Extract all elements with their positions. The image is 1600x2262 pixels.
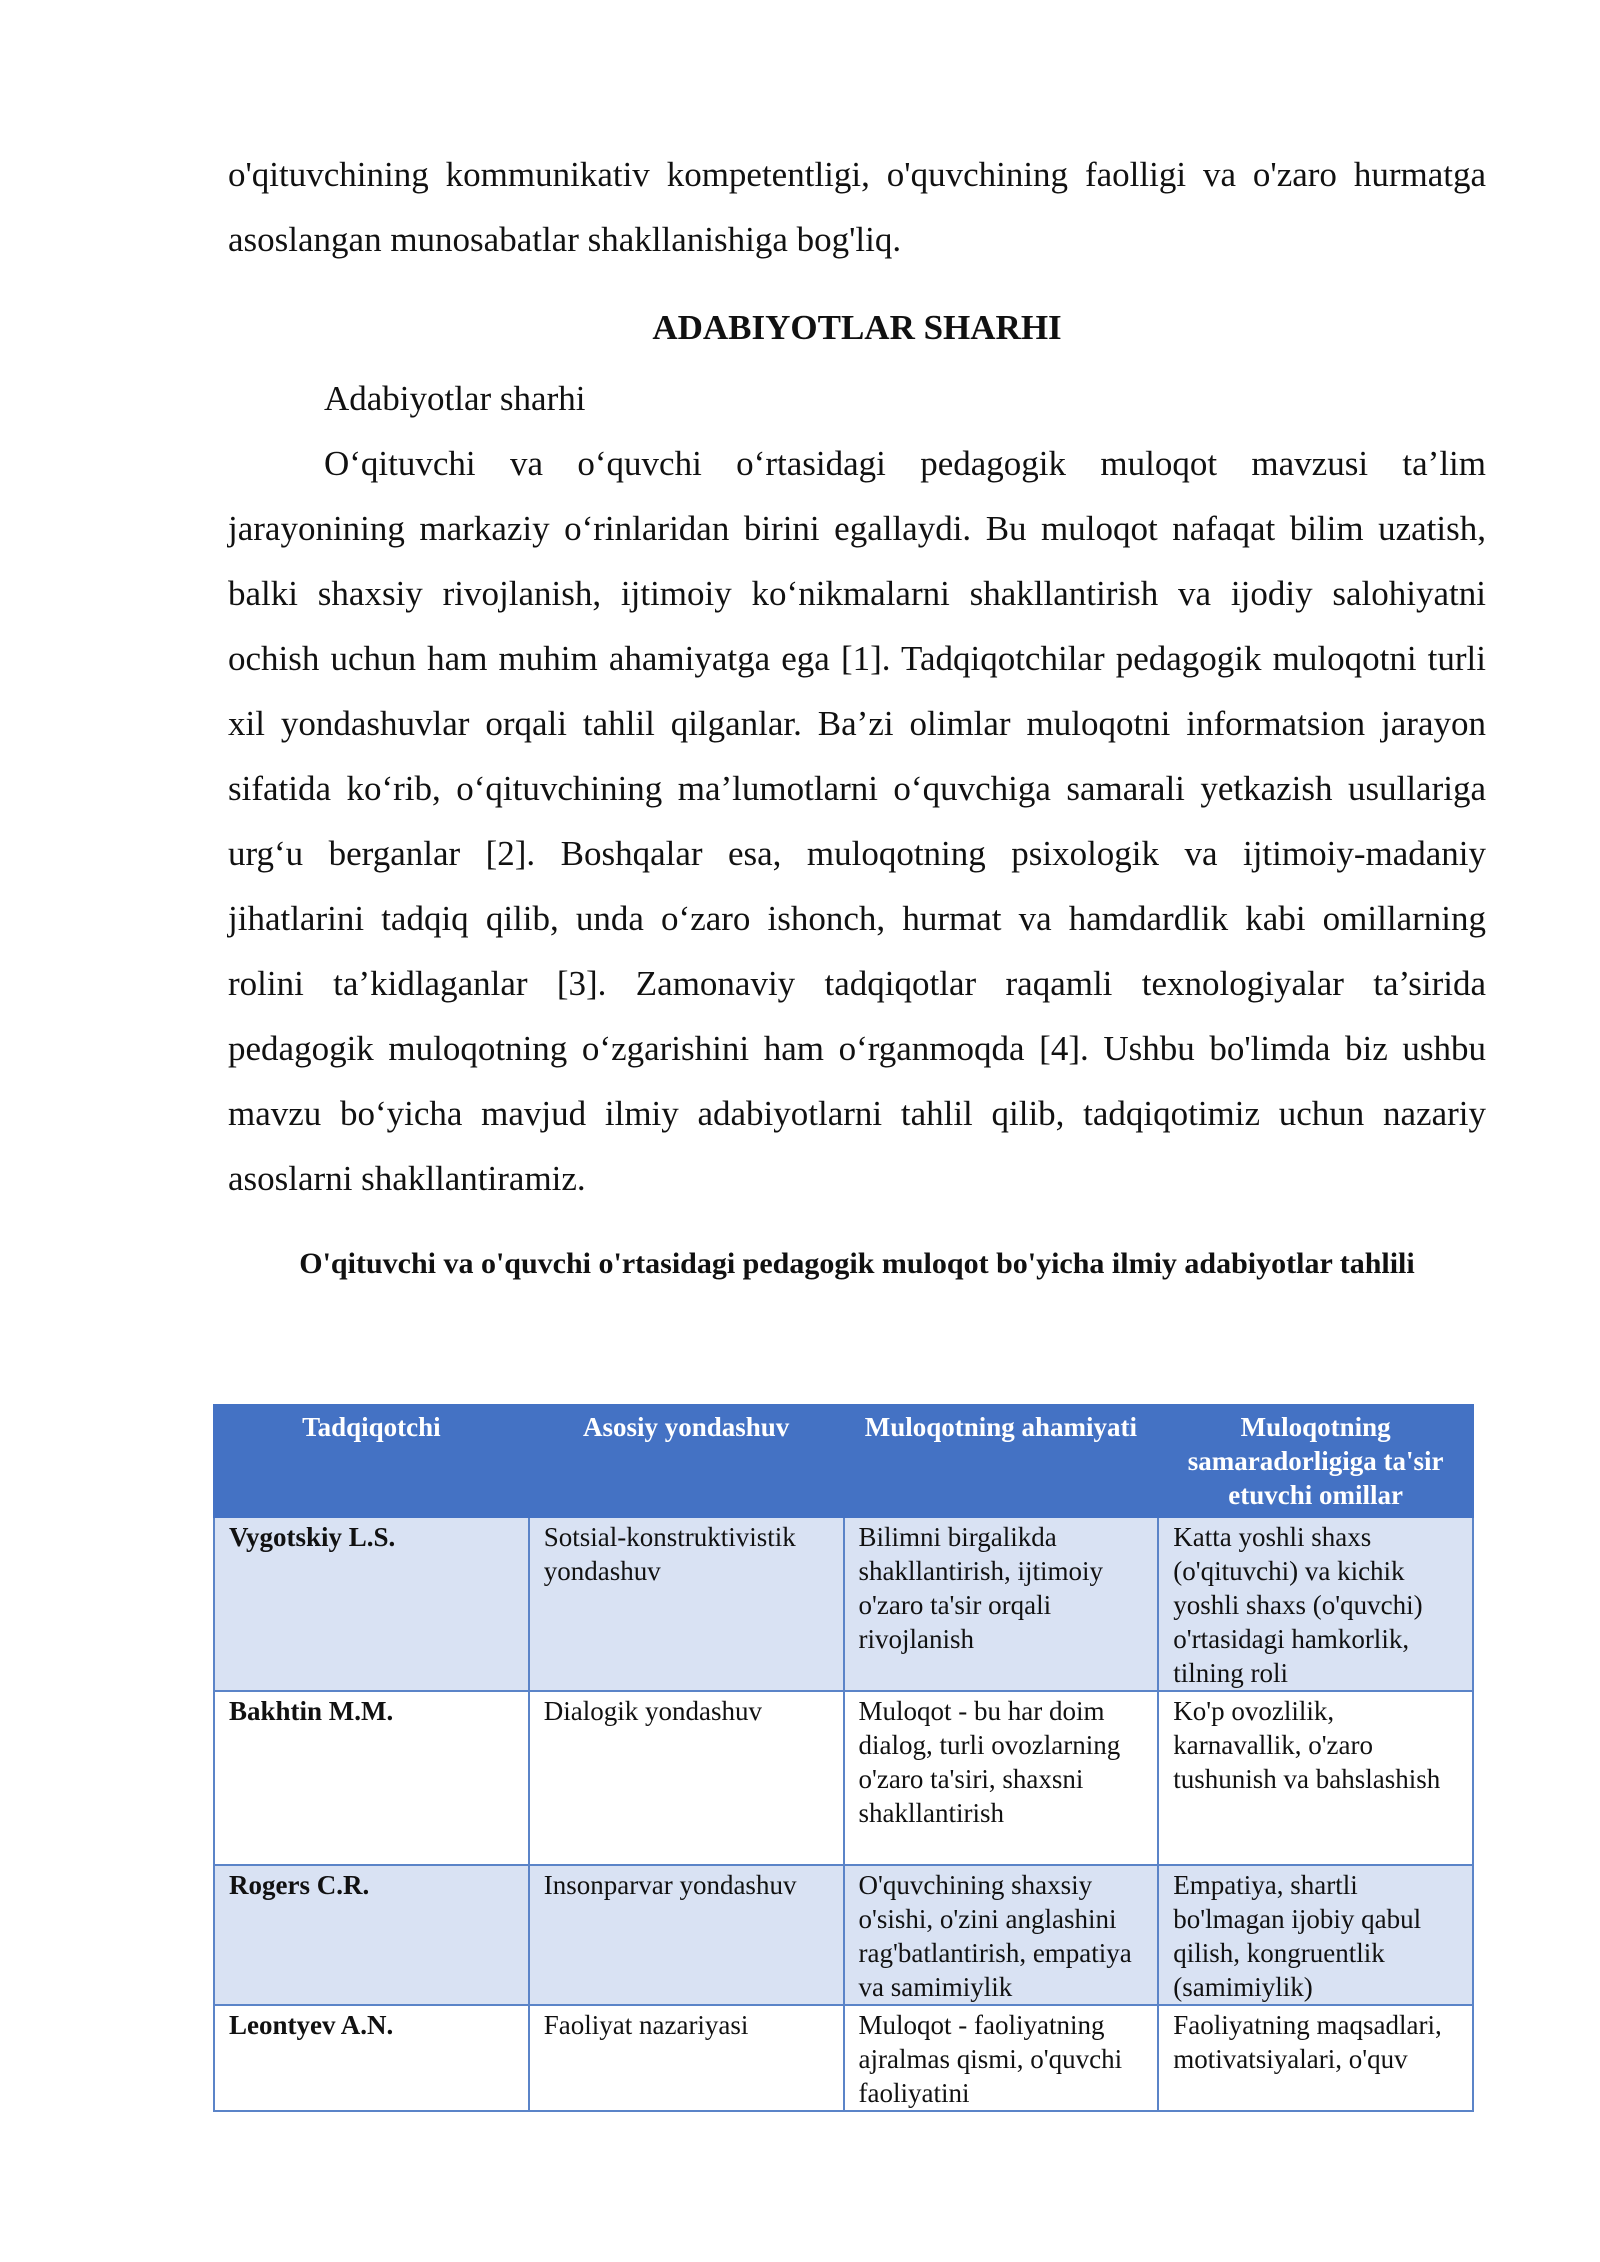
approach-cell: Sotsial-konstruktivistik yondashuv (529, 1517, 844, 1691)
section-heading: ADABIYOTLAR SHARHI (652, 308, 1062, 347)
table-row (214, 2005, 1473, 2111)
header-approach: Asosiy yondashuv (529, 1405, 844, 1517)
researcher-cell: Bakhtin M.M. (214, 1691, 529, 1865)
factors-cell: Empatiya, shartli bo'lmagan ijobiy qabul qilish, kongruentlik (samimiylik) (1158, 1865, 1473, 2005)
table-header-row (214, 1405, 1473, 1517)
subheading: Adabiyotlar sharhi (324, 379, 586, 418)
factors-cell: Katta yoshli shaxs (o'qituvchi) va kichik yoshli shaxs (o'quvchi) o'rtasidagi hamkorlik, tilning roli (1158, 1517, 1473, 1691)
table-title: O'qituvchi va o'quvchi o'rtasidagi pedagogik muloqot bo'yicha ilmiy adabiyotlar tahlili (299, 1247, 1415, 1280)
table-row (214, 1517, 1473, 1691)
importance-cell: Bilimni birgalikda shakllantirish, ijtimoiy o'zaro ta'sir orqali rivojlanish (844, 1517, 1159, 1691)
factors-cell: Ko'p ovozlilik, karnavallik, o'zaro tushunish va bahslashish (1158, 1691, 1473, 1865)
factors-cell: Faoliyatning maqsadlari, motivatsiyalari, o'quv (1158, 2005, 1473, 2111)
researcher-cell: Rogers C.R. (214, 1865, 529, 2005)
literature-table (213, 1404, 1474, 2112)
table-row (214, 1691, 1473, 1865)
body-paragraph: O‘qituvchi va o‘quvchi o‘rtasidagi pedagogik muloqot mavzusi ta’lim jarayonining markaziy o‘rinlaridan birini egallaydi. Bu muloqot nafaqat bilim uzatish, balki shaxsiy rivojlanish, ijtimoiy ko‘nikmalarni shakllantirish va ijodiy salohiyatni ochish uchun ham muhim ahamiyatga ega [1]. Tadqiqotchilar pedagogik muloqotni turli xil yondashuvlar orqali tahlil qilganlar. Ba’zi olimlar muloqotni informatsion jarayon sifatida ko‘rib, o‘qituvchining ma’lumotlarni o‘quvchiga samarali yetkazish usullariga urg‘u berganlar [2]. Boshqalar esa, muloqotning psixologik va ijtimoiy-madaniy jihatlarini tadqiq qilib, unda o‘zaro ishonch, hurmat va hamdardlik kabi omillarning rolini ta’kidlaganlar [3]. Zamonaviy tadqiqotlar raqamli texnologiyalar ta’sirida pedagogik muloqotning o‘zgarishini ham o‘rganmoqda [4]. Ushbu bo'limda biz ushbu mavzu bo‘yicha mavjud ilmiy adabiyotlarni tahlil qilib, tadqiqotimiz uchun nazariy asoslarni shakllantiramiz. (228, 444, 1486, 1198)
approach-cell: Faoliyat nazariyasi (529, 2005, 844, 2111)
importance-cell: Muloqot - faoliyatning ajralmas qismi, o'quvchi faoliyatini (844, 2005, 1159, 2111)
intro-paragraph: o'qituvchining kommunikativ kompetentligi, o'quvchining faolligi va o'zaro hurmatga asoslangan munosabatlar shakllanishiga bog'liq. (228, 155, 1486, 259)
importance-cell: O'quvchining shaxsiy o'sishi, o'zini anglashini rag'batlantirish, empatiya va samimiylik (844, 1865, 1159, 2005)
importance-cell: Muloqot - bu har doim dialog, turli ovozlarning o'zaro ta'siri, shaxsni shakllantirish (844, 1691, 1159, 1865)
table-row (214, 1865, 1473, 2005)
researcher-cell: Leontyev A.N. (214, 2005, 529, 2111)
header-researcher: Tadqiqotchi (214, 1405, 529, 1517)
approach-cell: Dialogik yondashuv (529, 1691, 844, 1865)
document-page (228, 142, 1486, 1289)
researcher-cell: Vygotskiy L.S. (214, 1517, 529, 1691)
header-importance: Muloqotning ahamiyati (844, 1405, 1159, 1517)
approach-cell: Insonparvar yondashuv (529, 1865, 844, 2005)
header-factors: Muloqotning samaradorligiga ta'sir etuvchi omillar (1158, 1405, 1473, 1517)
